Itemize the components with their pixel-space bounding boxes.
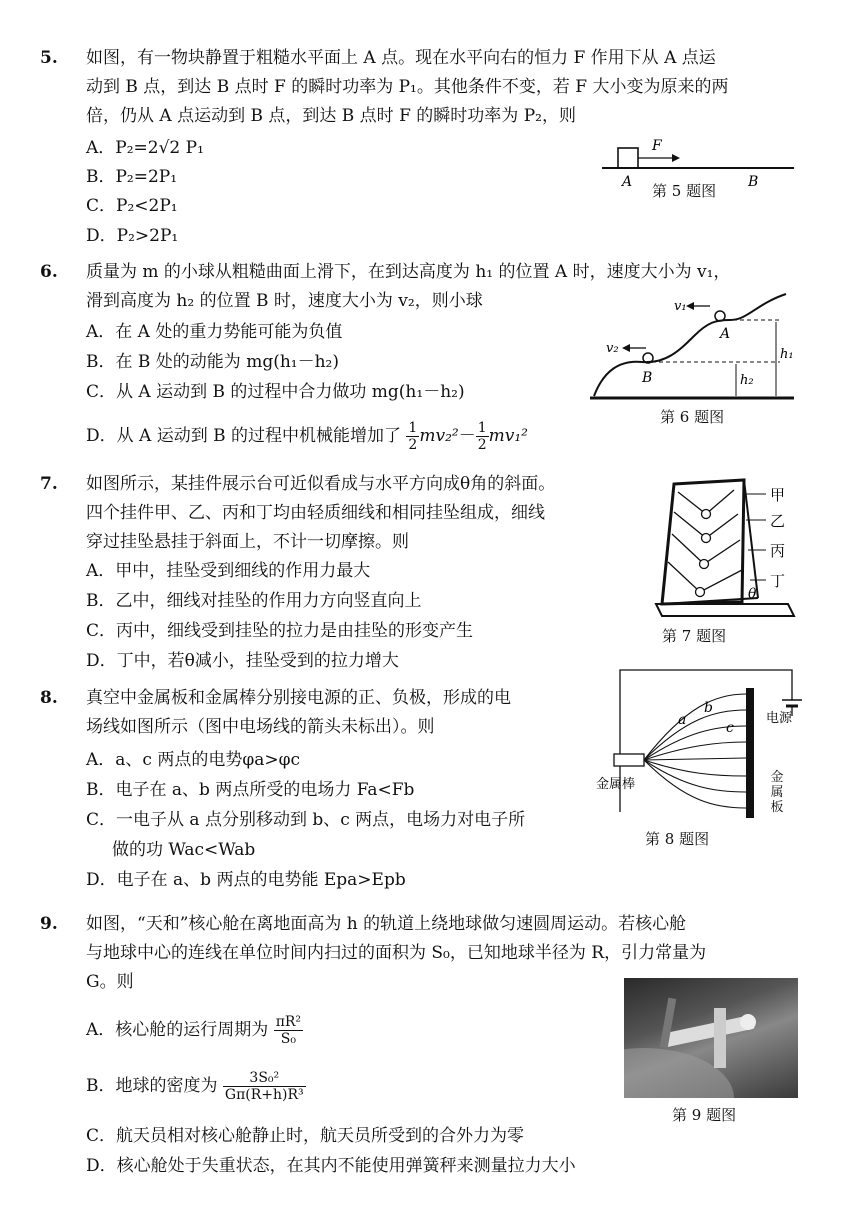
stem-line: 滑到高度为 h₂ 的位置 B 时，速度大小为 v₂，则小球 <box>86 291 483 311</box>
fraction-numerator: 1 <box>477 420 487 436</box>
question-stem <box>86 910 706 997</box>
question-number: 9. <box>40 914 58 934</box>
option-d: D．电子在 a、b 两点的电势能 Epa>Epb <box>86 870 406 890</box>
label-yi: 乙 <box>770 512 786 530</box>
fraction-denominator: Gπ(R+h)R³ <box>224 1087 304 1103</box>
point-a-label: A <box>720 326 731 342</box>
stem-line: 质量为 m 的小球从粗糙曲面上滑下，在到达高度为 h₁ 的位置 A 时，速度大小为 v₁， <box>86 262 731 282</box>
stem-line: 如图，有一物块静置于粗糙水平面上 A 点。现在水平向右的恒力 F 作用下从 A 点运 <box>86 48 716 68</box>
stem-line: 真空中金属板和金属棒分别接电源的正、负极，形成的电 <box>86 688 511 708</box>
pendant <box>702 510 711 519</box>
figure-q7 <box>648 474 798 624</box>
ball-at-a <box>715 311 725 321</box>
option-b-text: B．地球的密度为 <box>86 1076 218 1096</box>
question-number: 6. <box>40 262 58 282</box>
fraction-denominator: 2 <box>477 437 487 453</box>
label-ding: 丁 <box>770 572 786 590</box>
fraction-denominator: 2 <box>408 437 418 453</box>
option-b: B．在 B 处的动能为 mg(h₁－h₂) <box>86 352 339 372</box>
point-b-label: B <box>748 174 759 190</box>
pendant <box>696 588 705 597</box>
field-line <box>644 758 746 760</box>
stem-line: 与地球中心的连线在单位时间内扫过的面积为 S₀，已知地球半径为 R，引力常量为 <box>86 943 707 963</box>
figure-q6 <box>590 290 800 410</box>
metal-plate <box>746 688 754 818</box>
option-c: C．丙中，细线受到挂坠的拉力是由挂坠的形变产生 <box>86 621 474 641</box>
option-b: B．电子在 a、b 两点所受的电场力 Fa<Fb <box>86 780 415 800</box>
option-b: B．乙中，细线对挂坠的作用力方向竖直向上 <box>86 591 422 611</box>
pendant <box>702 534 711 543</box>
question-stem <box>86 684 511 742</box>
pendant <box>700 560 709 569</box>
fraction-numerator: πR² <box>275 1014 302 1030</box>
space-station-icon <box>624 978 798 1098</box>
minus-sign: － <box>458 426 476 446</box>
fraction <box>406 420 419 453</box>
v1-label: v₁ <box>674 299 687 314</box>
question-stem <box>86 44 728 131</box>
option-d: D．丁中，若θ减小，挂坠受到的拉力增大 <box>86 651 399 671</box>
option-d: D．核心舱处于失重状态，在其内不能使用弹簧秤来测量拉力大小 <box>86 1156 576 1176</box>
fraction-numerator: 3S₀² <box>223 1070 306 1087</box>
fraction <box>223 1070 306 1103</box>
stem-line: 倍，仍从 A 点运动到 B 点，到达 B 点时 F 的瞬时功率为 P₂，则 <box>86 106 576 126</box>
option-c: C．从 A 运动到 B 的过程中合力做功 mg(h₁－h₂) <box>86 382 465 402</box>
figure-caption: 第 7 题图 <box>662 627 727 645</box>
figure-caption: 第 8 题图 <box>645 830 710 848</box>
label-jia: 甲 <box>770 486 786 504</box>
question-number: 5. <box>40 48 58 68</box>
arrowhead <box>622 344 630 352</box>
stem-line: 动到 B 点，到达 B 点时 F 的瞬时功率为 P₁。其他条件不变，若 F 大小变为原来的两 <box>86 77 729 97</box>
question-stem <box>86 470 555 557</box>
point-c-label: c <box>726 720 734 736</box>
field-line <box>644 760 746 808</box>
figure-caption: 第 5 题图 <box>652 182 717 200</box>
stem-line: 穿过挂坠悬挂于斜面上，不计一切摩擦。则 <box>86 532 409 552</box>
arrowhead <box>686 302 694 310</box>
metal-rod-label: 金属棒 <box>596 777 636 792</box>
figure-q8 <box>596 660 826 820</box>
option-b: B．P₂=2P₁ <box>86 167 178 187</box>
point-b-label: B <box>642 370 653 386</box>
option-a: A．P₂=2√2 P₁ <box>86 138 204 158</box>
metal-rod <box>614 754 644 766</box>
kinetic-term: mv₁² <box>488 426 528 446</box>
option-a <box>86 1014 303 1047</box>
h2-label: h₂ <box>740 373 754 388</box>
option-a: A．在 A 处的重力势能可能为负值 <box>86 322 343 342</box>
display-base <box>656 604 794 616</box>
kinetic-term: mv₂² <box>419 426 459 446</box>
fraction <box>476 420 489 453</box>
point-a-label: a <box>678 712 687 728</box>
option-d-text: D．从 A 运动到 B 的过程中机械能增加了 <box>86 426 402 446</box>
block <box>618 148 638 168</box>
stem-line: 场线如图所示（图中电场线的箭头未标出）。则 <box>86 717 435 737</box>
theta-label: θ <box>748 586 757 602</box>
fraction-numerator: 1 <box>408 420 418 436</box>
stem-line: G。则 <box>86 972 134 992</box>
option-a: A．甲中，挂坠受到细线的作用力最大 <box>86 561 371 581</box>
option-c: C．P₂<2P₁ <box>86 196 178 216</box>
figure-caption: 第 9 题图 <box>672 1106 737 1124</box>
option-d <box>86 420 528 453</box>
option-c: C．航天员相对核心舱静止时，航天员所受到的合外力为零 <box>86 1126 525 1146</box>
option-b <box>86 1070 306 1103</box>
curved-surface <box>594 294 786 396</box>
figure-caption: 第 6 题图 <box>660 408 725 426</box>
question-number: 8. <box>40 688 58 708</box>
power-source-label: 电源 <box>766 711 793 726</box>
option-a-text: A．核心舱的运行周期为 <box>86 1020 269 1040</box>
option-a: A．a、c 两点的电势φa>φc <box>86 750 301 770</box>
stem-line: 四个挂件甲、乙、丙和丁均由轻质细线和相同挂坠组成，细线 <box>86 503 545 523</box>
stem-line: 如图，“天和”核心舱在离地面高为 h 的轨道上绕地球做匀速圆周运动。若核心舱 <box>86 914 687 934</box>
option-c: C．一电子从 a 点分别移动到 b、c 两点，电场力对电子所 <box>86 810 526 830</box>
fraction <box>274 1014 303 1047</box>
v2-label: v₂ <box>606 341 619 356</box>
point-a-label: A <box>622 174 633 190</box>
metal-plate-label: 金属板 <box>770 770 784 815</box>
fraction-denominator: S₀ <box>280 1031 296 1047</box>
stem-line: 如图所示，某挂件展示台可近似看成与水平方向成θ角的斜面。 <box>86 474 556 494</box>
option-c-continued: 做的功 Wac<Wab <box>112 840 256 860</box>
label-bing: 丙 <box>770 542 786 560</box>
question-number: 7. <box>40 474 58 494</box>
circuit-wire <box>620 670 792 812</box>
h1-label: h₁ <box>780 347 794 362</box>
option-d: D．P₂>2P₁ <box>86 226 179 246</box>
force-arrowhead <box>672 154 680 162</box>
space-station-photo <box>624 978 798 1098</box>
force-label: F <box>652 138 662 154</box>
point-b-label: b <box>704 700 713 716</box>
